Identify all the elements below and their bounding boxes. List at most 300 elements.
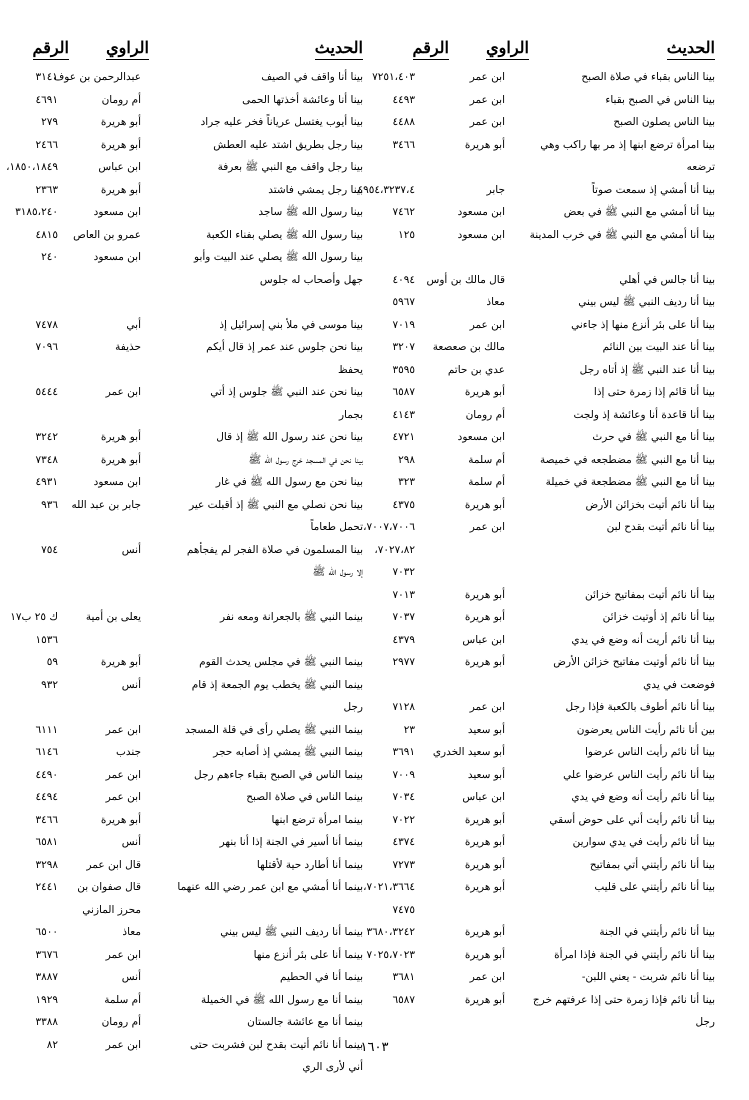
- hadith-text: بينا رجل يمشي فاشتد: [268, 183, 363, 196]
- narrator-text: أبو هريرة: [464, 656, 505, 668]
- narrator-text: أبو هريرة: [464, 948, 505, 961]
- hadith-text: بينا أنا أمشي إذ سمعت صوتاً: [591, 183, 715, 196]
- index-row: [0, 921, 363, 944]
- hadith-number: ٤٤٩٣: [392, 93, 415, 106]
- hadith-text: بينما امرأة ترضع ابنها: [271, 813, 363, 826]
- index-row: [0, 426, 363, 449]
- index-row: [0, 831, 363, 854]
- narrator-text: أم رومان: [465, 408, 505, 421]
- narrator-text: ابن عمر: [105, 386, 141, 398]
- narrator-text: أم سلمة: [104, 993, 141, 1006]
- hadith-number: ٤٤٩٠: [35, 768, 58, 781]
- narrator-text: عبدالرحمن بن عوف: [53, 71, 141, 83]
- hadith-number: ٧٣٤٨: [35, 453, 58, 466]
- narrator-text: أبو سعيد: [467, 768, 505, 781]
- narrator-text: ابن عمر: [469, 521, 505, 533]
- hadith-text: بينا أنا جالس في أهلي: [619, 273, 715, 286]
- index-row: [346, 539, 715, 562]
- hadith-text: بينا أنا عند النبي ﷺ إذ أتاه رجل: [579, 363, 715, 376]
- hadith-number: ٩٣٦: [41, 498, 58, 511]
- hadith-text: جهل وأصحاب له جلوس: [259, 273, 363, 286]
- index-row: [0, 651, 363, 674]
- hadith-number: ٧٠٩٦: [35, 341, 58, 353]
- index-row: [0, 561, 363, 584]
- header-number-left: الرقم: [32, 38, 69, 57]
- index-row: [0, 809, 363, 832]
- hadith-text: بينما النبي ﷺ يخطب يوم الجمعة إذ قام: [191, 678, 363, 691]
- hadith-text: بينا رسول الله ﷺ يصلي بفناء الكعبة: [206, 228, 363, 241]
- index-row: [346, 989, 715, 1012]
- index-row: [346, 921, 715, 944]
- index-row: [0, 111, 363, 134]
- hadith-text: بينا أنا على بئر أنزع منها إذ جاءني: [571, 318, 715, 331]
- hadith-number: ٢٤٠: [41, 251, 58, 263]
- index-row: [346, 291, 715, 314]
- hadith-number: ٤٠٩٤: [392, 273, 415, 286]
- hadith-text: بينا أنا نائم فإذا زمرة حتى إذا عرفتهم خرج: [532, 993, 715, 1006]
- index-row: [346, 809, 715, 832]
- hadith-text: بينما النبي ﷺ يصلي رأى في قلة المسجد: [185, 723, 363, 736]
- hadith-text: بينما النبي ﷺ في مجلس يحدث القوم: [199, 656, 363, 668]
- index-row: [346, 561, 715, 584]
- index-row: [0, 291, 363, 314]
- hadith-text: بينا أنا قاعدة أنا وعائشة إذ ولجت: [573, 408, 715, 421]
- narrator-text: أنس: [121, 543, 141, 556]
- narrator-text: ابن عباس: [98, 161, 141, 173]
- narrator-text: ابن عمر: [105, 791, 141, 803]
- narrator-text: أبو هريرة: [464, 138, 505, 151]
- index-row: [346, 426, 715, 449]
- narrator-text: أبو هريرة: [100, 138, 141, 151]
- hadith-number: ٢٣٦٣: [35, 183, 58, 196]
- hadith-text: بينما الناس في الصبح بقباء جاءهم رجل: [194, 768, 363, 781]
- index-row: [0, 966, 363, 989]
- index-row: [346, 1011, 715, 1034]
- hadith-text: بينما النبي ﷺ بالجعرانة ومعه نفر: [220, 611, 363, 623]
- hadith-text: بينا امرأة ترضع ابنها إذ مر بها راكب وهي: [540, 138, 715, 151]
- hadith-number: ٣٢٣: [398, 476, 415, 488]
- hadith-number: ٢٩٨: [398, 453, 415, 466]
- hadith-text: بينا أنا نائم أتيت بخزائن الأرض: [585, 498, 715, 511]
- hadith-text: فوضعت في يدي: [643, 678, 715, 691]
- index-row: [0, 269, 363, 292]
- hadith-text: بينا موسى في ملأ بني إسرائيل إذ: [219, 318, 363, 331]
- narrator-text: ابن عباس: [462, 791, 505, 803]
- hadith-number: ٤٣٧٥: [392, 498, 415, 511]
- index-row: [346, 786, 715, 809]
- hadith-text: بينا أنا نائم شربت - يعني اللبن-: [581, 971, 715, 983]
- index-row: [0, 224, 363, 247]
- index-row: [346, 179, 715, 202]
- hadith-text: بينا الناس في الصبح بقباء: [605, 93, 715, 106]
- hadith-number: ٣٥٩٥: [392, 363, 415, 376]
- hadith-text: إلا رسول الله ﷺ: [312, 566, 363, 578]
- index-row: [346, 246, 715, 269]
- hadith-number: ٢٣: [403, 723, 415, 736]
- narrator-text: أبو هريرة: [464, 386, 505, 398]
- hadith-text: بينما أنا رديف النبي ﷺ ليس بيني: [220, 926, 363, 938]
- hadith-text: بينا المسلمون في صلاة الفجر لم يفجأهم: [186, 543, 363, 556]
- narrator-text: ابن عمر: [105, 768, 141, 781]
- hadith-number: ٧٠٢٧،٨٢،: [374, 543, 415, 556]
- hadith-number: ٢٧٩: [41, 116, 58, 128]
- hadith-number: ٥٩: [46, 656, 58, 668]
- index-row: [0, 66, 363, 89]
- narrator-text: جندب: [115, 746, 141, 758]
- index-row: [0, 539, 363, 562]
- index-row: [346, 831, 715, 854]
- index-row: [346, 741, 715, 764]
- hadith-number: ٧٥٤: [41, 543, 58, 556]
- hadith-text: بينا أنا نائم رأيت الناس عرضوا: [584, 746, 715, 758]
- narrator-text: عمرو بن العاص: [73, 228, 141, 241]
- index-row: [0, 629, 363, 652]
- index-row: [346, 944, 715, 967]
- hadith-number: ٤٦٩١: [35, 93, 58, 106]
- hadith-number: ٤١٤٣: [392, 408, 415, 421]
- index-row: [346, 899, 715, 922]
- index-row: [0, 359, 363, 382]
- hadith-number: ٤٩٥٤،٣٢٣٧،٤: [357, 183, 415, 196]
- index-row: [346, 516, 715, 539]
- narrator-text: أبو هريرة: [464, 588, 505, 601]
- index-row: [346, 66, 715, 89]
- index-row: [0, 606, 363, 629]
- hadith-number: ٥٤٤٤: [35, 386, 58, 398]
- hadith-number: ٦٥٨٧: [392, 386, 415, 398]
- hadith-text: بينا نحن مع رسول الله ﷺ في غار: [215, 476, 363, 488]
- hadith-text: بينما أنا أطارد حية لأقتلها: [256, 858, 363, 871]
- hadith-number: ٧٤٧٨: [35, 318, 58, 331]
- hadith-number: ٩٣٢: [41, 678, 58, 691]
- index-row: [0, 179, 363, 202]
- narrator-text: ابن مسعود: [93, 251, 141, 263]
- narrator-text: ابن عمر: [469, 71, 505, 83]
- narrator-text: أبو هريرة: [464, 836, 505, 848]
- header-hadith-left: الحديث: [314, 38, 363, 57]
- narrator-text: ابن عمر: [469, 971, 505, 983]
- hadith-number: ٦٥٨١: [35, 836, 58, 848]
- hadith-text: بينا رسول الله ﷺ يصلي عند البيت وأبو: [194, 251, 363, 263]
- hadith-text: يحفظ: [338, 363, 363, 376]
- hadith-number: ٦١١١: [35, 723, 58, 736]
- hadith-number: ٣٦٨٠،٣٢٤٢: [366, 926, 415, 938]
- hadith-number: ٣٨٨٧: [35, 971, 58, 983]
- header-narrator-left: الراوي: [106, 38, 149, 57]
- narrator-text: أم سلمة: [468, 453, 505, 466]
- narrator-text: ابن مسعود: [93, 476, 141, 488]
- hadith-text: بجمار: [338, 408, 363, 421]
- narrator-text: ابن عمر: [469, 701, 505, 713]
- hadith-text: بينا أنا رديف النبي ﷺ ليس بيني: [578, 296, 715, 308]
- hadith-number: ٣٣٨٨: [35, 1016, 58, 1028]
- hadith-text: بينا أنا نائم رأيتني على قليب: [594, 881, 715, 893]
- index-row: [346, 764, 715, 787]
- narrator-text: قال ابن عمر: [86, 858, 141, 871]
- index-row: [346, 269, 715, 292]
- hadith-number: ٣١٤١: [35, 71, 58, 83]
- narrator-text: ابن مسعود: [457, 228, 505, 241]
- index-row: [346, 629, 715, 652]
- narrator-text: أبو هريرة: [464, 926, 505, 938]
- index-row: [0, 719, 363, 742]
- hadith-text: بينا نحن عند رسول الله ﷺ إذ قال: [216, 431, 363, 443]
- narrator-text: قال صفوان بن: [77, 881, 141, 893]
- index-row: [346, 111, 715, 134]
- narrator-text: أبو هريرة: [100, 183, 141, 196]
- hadith-number: ١٨٥٠،١٨٤٩،: [6, 161, 58, 173]
- narrator-text: جابر: [486, 183, 505, 196]
- index-row: [346, 876, 715, 899]
- index-row: [346, 584, 715, 607]
- right-column: [346, 66, 715, 1034]
- index-row: [346, 224, 715, 247]
- narrator-text: أم رومان: [101, 1016, 141, 1028]
- index-row: [0, 471, 363, 494]
- narrator-text: أبو هريرة: [464, 813, 505, 826]
- hadith-text: بينا أنا نائم رأيتني في الجنة: [599, 926, 715, 938]
- index-row: [0, 584, 363, 607]
- hadith-number: ٧١٢٨: [392, 701, 415, 713]
- hadith-text: بينا أنا نائم إذ أوتيت خزائن: [602, 611, 715, 623]
- index-row: [346, 854, 715, 877]
- hadith-number: ٢٩٧٧: [392, 656, 415, 668]
- hadith-number: ٧٠١٣: [392, 588, 415, 601]
- narrator-text: ابن عمر: [105, 948, 141, 961]
- hadith-text: بينما أنا مع عائشة جالستان: [247, 1016, 363, 1028]
- hadith-text: تحمل طعاماً: [310, 521, 363, 533]
- index-row: [346, 449, 715, 472]
- index-row: [346, 314, 715, 337]
- hadith-text: بينا أنا نائم رأيت الناس عرضوا علي: [563, 768, 715, 781]
- hadith-text: بينا أنا واقف في الصيف: [261, 71, 363, 83]
- narrator-text: أبو هريرة: [100, 431, 141, 443]
- narrator-text: حذيفة: [115, 341, 141, 353]
- hadith-text: بينا أنا أمشي مع النبي ﷺ في بعض: [563, 206, 715, 218]
- index-row: [346, 134, 715, 157]
- hadith-number: ٧٠٠٩: [392, 768, 415, 781]
- index-row: [346, 674, 715, 697]
- narrator-text: أبو هريرة: [100, 656, 141, 668]
- hadith-text: بينا أنا نائم رأيت أني على حوض أسقي: [549, 813, 715, 826]
- hadith-number: ٧٠١٩: [392, 318, 415, 331]
- hadith-number: ٣١٨٥،٢٤٠: [15, 206, 58, 218]
- hadith-text: بين أنا نائم رأيت الناس يعرضون: [576, 723, 715, 736]
- index-row: [346, 404, 715, 427]
- index-row: [346, 696, 715, 719]
- hadith-number: ٤٤٩٤: [35, 791, 58, 803]
- hadith-text: بينما أنا أسير في الجنة إذا أنا بنهر: [219, 836, 363, 848]
- narrator-text: مالك بن صعصعة: [432, 341, 505, 353]
- narrator-text: أبو هريرة: [100, 813, 141, 826]
- hadith-number: ٧٠٠٧،٧٠٠٦،: [363, 521, 415, 533]
- hadith-text: رجل: [695, 1016, 715, 1028]
- index-row: [0, 989, 363, 1012]
- hadith-number: ١٩٢٩: [35, 993, 58, 1006]
- index-row: [0, 246, 363, 269]
- narrator-text: أم سلمة: [468, 476, 505, 488]
- header-narrator-right: الراوي: [486, 38, 529, 57]
- hadith-number: ١٢٥: [398, 228, 415, 241]
- hadith-number: ٧٠٢١،٣٦٦٤،: [363, 881, 415, 893]
- hadith-text: بينا رجل بطريق اشتد عليه العطش: [213, 138, 363, 151]
- hadith-text: ترضعه: [686, 161, 715, 173]
- hadith-text: بينا أنا قائم إذا زمرة حتى إذا: [593, 386, 715, 398]
- hadith-text: بينا أنا نائم رأيت في يدي سوارين: [572, 836, 715, 848]
- hadith-number: ٧٠٢٢: [392, 813, 415, 826]
- hadith-text: بينا أنا نائم رأيتني في الجنة فإذا امرأة: [554, 948, 715, 961]
- hadith-text: بينما أنا على بئر أنزع منها: [253, 948, 363, 961]
- hadith-number: ٧٢٧٣: [392, 858, 415, 871]
- narrator-text: أنس: [121, 971, 141, 983]
- index-row: [0, 899, 363, 922]
- hadith-number: ٤٩٣١: [35, 476, 58, 488]
- hadith-text: بينما أنا نائم أتيت بقدح لبن فشربت حتى: [190, 1038, 363, 1051]
- hadith-text: بينا أنا نائم أوتيت مفاتيح خزائن الأرض: [553, 656, 715, 668]
- hadith-text: بينا أنا نائم رأيت أنه وضع في يدي: [571, 791, 715, 803]
- hadith-number: ٤٧٢١: [392, 431, 415, 443]
- hadith-text: بينا رسول الله ﷺ ساجد: [258, 206, 363, 218]
- index-row: [0, 854, 363, 877]
- page-number: ١٦٠٣: [360, 1040, 389, 1055]
- narrator-text: محرز المازني: [82, 903, 141, 916]
- index-row: [346, 651, 715, 674]
- hadith-text: رجل: [343, 701, 363, 713]
- narrator-text: ابن عباس: [462, 633, 505, 646]
- narrator-text: ابن عمر: [469, 116, 505, 128]
- narrator-text: أبو سعيد الخدري: [432, 746, 505, 758]
- hadith-number: ٦٥٨٧: [392, 993, 415, 1006]
- narrator-text: أبو هريرة: [464, 611, 505, 623]
- index-row: [0, 764, 363, 787]
- index-row: [0, 156, 363, 179]
- index-row: [0, 381, 363, 404]
- index-row: [0, 741, 363, 764]
- narrator-text: أبو هريرة: [464, 993, 505, 1006]
- hadith-number: ٧٠٢٥،٧٠٢٣: [366, 948, 415, 961]
- narrator-text: معاذ: [486, 296, 505, 308]
- narrator-text: أبو هريرة: [464, 881, 505, 893]
- hadith-text: بينا أنا نائم أتيت بمفاتيح خزائن: [584, 588, 715, 601]
- hadith-number: ٧٠٣٢: [392, 566, 415, 578]
- hadith-number: ٣٤٦٦: [35, 813, 58, 826]
- index-row: [346, 966, 715, 989]
- narrator-text: أبو سعيد: [467, 723, 505, 736]
- narrator-text: ابن عمر: [105, 723, 141, 736]
- index-row: [0, 404, 363, 427]
- hadith-text: بينما أنا أمشي مع ابن عمر رضي الله عنهما: [177, 881, 363, 893]
- index-row: [0, 944, 363, 967]
- hadith-number: ٧٢٥١،٤٠٣: [372, 71, 415, 83]
- hadith-text: بينا أيوب يغتسل عرياناً فخر عليه جراد: [200, 116, 363, 128]
- index-row: [346, 471, 715, 494]
- narrator-text: ابن عمر: [469, 93, 505, 106]
- index-row: [0, 786, 363, 809]
- hadith-number: ٦١٤٦: [35, 746, 58, 758]
- hadith-number: ٢٤٤١: [35, 881, 58, 893]
- index-row: [0, 1011, 363, 1034]
- index-row: [346, 336, 715, 359]
- hadith-text: بينا أنا وعائشة أخذتها الحمى: [242, 93, 363, 106]
- narrator-text: قال مالك بن أوس: [426, 273, 505, 286]
- index-row: [0, 201, 363, 224]
- index-row: [346, 494, 715, 517]
- hadith-text: بينا أنا مع النبي ﷺ في حرث: [592, 431, 715, 443]
- hadith-number: ٨٢: [46, 1038, 58, 1051]
- hadith-text: بينا أنا نائم أطوف بالكعبة فإذا رجل: [565, 701, 715, 713]
- header-hadith-right: الحديث: [666, 38, 715, 57]
- index-row: [346, 359, 715, 382]
- narrator-text: أبو هريرة: [100, 116, 141, 128]
- hadith-text: أني لأرى الري: [302, 1061, 363, 1073]
- hadith-number: ١٥٣٦: [35, 633, 58, 646]
- hadith-text: بينا نحن نصلي مع النبي ﷺ إذ أقبلت عير: [189, 498, 363, 511]
- hadith-text: بينا أنا أمشي مع النبي ﷺ في خرب المدينة: [529, 228, 715, 241]
- index-row: [346, 606, 715, 629]
- hadith-number: ٢٤٦٦: [35, 138, 58, 151]
- hadith-text: بينا نحن في المسجد خرج رسول الله ﷺ: [248, 453, 363, 466]
- narrator-text: أبو هريرة: [464, 498, 505, 511]
- header-number-right: الرقم: [412, 38, 449, 57]
- hadith-text: بينا أنا نائم أتيت بقدح لبن: [606, 521, 715, 533]
- hadith-text: بينا رجل واقف مع النبي ﷺ بعرفة: [217, 161, 363, 173]
- hadith-number: ٤٨١٥: [35, 228, 58, 241]
- hadith-text: بينا نحن جلوس عند عمر إذ قال أيكم: [206, 341, 363, 353]
- hadith-number: ٧٤٦٢: [392, 206, 415, 218]
- narrator-text: يعلى بن أمية: [85, 611, 141, 623]
- narrator-text: ابن مسعود: [93, 206, 141, 218]
- index-row: [346, 89, 715, 112]
- narrator-text: عدي بن حاتم: [447, 363, 505, 376]
- hadith-text: بينما الناس في صلاة الصبح: [246, 791, 363, 803]
- index-row: [346, 201, 715, 224]
- narrator-text: جابر بن عبد الله: [71, 498, 141, 511]
- index-row: [0, 876, 363, 899]
- index-row: [0, 449, 363, 472]
- index-row: [0, 516, 363, 539]
- hadith-text: بينا أنا مع النبي ﷺ مضطجعه في خميصة: [539, 453, 715, 466]
- hadith-text: بينما أنا مع رسول الله ﷺ في الخميلة: [201, 993, 363, 1006]
- left-column: [0, 66, 363, 1079]
- hadith-text: بينا نحن عند النبي ﷺ جلوس إذ أتي: [210, 386, 363, 398]
- hadith-text: بينا أنا نائم رأيتني أتي بمفاتيح: [589, 858, 715, 871]
- hadith-number: ٥٩٦٧: [392, 296, 415, 308]
- index-row: [0, 494, 363, 517]
- index-row: [346, 381, 715, 404]
- hadith-number: ٣٢٤٢: [35, 431, 58, 443]
- hadith-number: ٤٤٨٨: [392, 116, 415, 128]
- hadith-number: ٧٠٣٤: [392, 791, 415, 803]
- index-row: [0, 336, 363, 359]
- narrator-text: ابن مسعود: [457, 206, 505, 218]
- narrator-text: أبو هريرة: [100, 453, 141, 466]
- hadith-text: بينا أنا عند البيت بين النائم: [602, 341, 715, 353]
- narrator-text: أبو هريرة: [464, 858, 505, 871]
- hadith-number: ٣٢٠٧: [392, 341, 415, 353]
- hadith-text: بينا أنا نائم أريت أنه وضع في يدي: [571, 633, 715, 646]
- narrator-text: أبي: [126, 318, 141, 331]
- hadith-number: ٣٤٦٦: [392, 138, 415, 151]
- hadith-number: ٣٦٩١: [392, 746, 415, 758]
- hadith-number: ٦٥٠٠: [35, 926, 58, 938]
- hadith-number: ٣٦٨١: [392, 971, 415, 983]
- index-row: [0, 314, 363, 337]
- index-row: [346, 156, 715, 179]
- narrator-text: ابن عمر: [469, 318, 505, 331]
- index-row: [346, 719, 715, 742]
- hadith-text: بينا الناس بقباء في صلاة الصبح: [581, 71, 715, 83]
- hadith-text: بينا الناس يصلون الصبح: [613, 116, 715, 128]
